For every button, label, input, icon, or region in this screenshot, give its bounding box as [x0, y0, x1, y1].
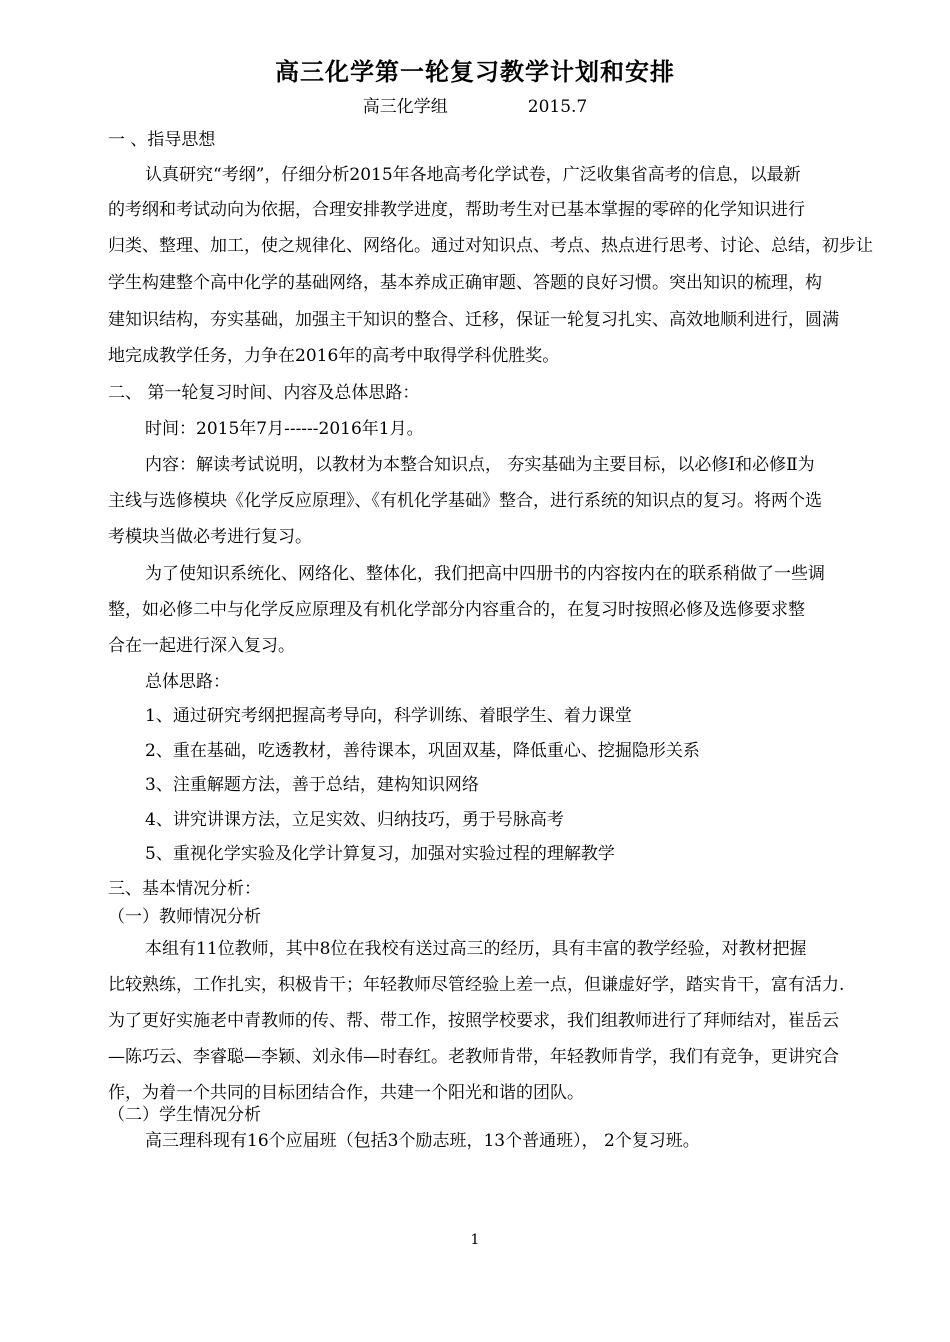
- overall-item: 3、注重解题方法，善于总结，建构知识网络: [145, 775, 479, 795]
- teacher-line: —陈巧云、李睿聪—李颖、刘永伟—时春红。老教师肯带，年轻教师肯学，我们有竞争，更讲究合: [108, 1047, 839, 1067]
- content-line: 内容：解读考试说明，以教材为本整合知识点， 夯实基础为主要目标，以必修Ⅰ和必修Ⅱ为: [145, 455, 815, 475]
- content-line: 主线与选修模块《化学反应原理》、《有机化学基础》整合，进行系统的知识点的复习。将两个选: [108, 491, 822, 511]
- subtitle-group: 高三化学组: [362, 97, 448, 117]
- teacher-line: 本组有11位教师，其中8位在我校有送过高三的经历，具有丰富的教学经验，对教材把握: [145, 939, 807, 959]
- teacher-analysis-heading: （一）教师情况分析: [108, 907, 261, 927]
- subtitle-date: 2015.7: [527, 97, 588, 117]
- paragraph-line: 为了使知识系统化、网络化、整体化，我们把高中四册书的内容按内在的联系稍做了一些调: [145, 564, 825, 584]
- overall-item: 5、重视化学实验及化学计算复习，加强对实验过程的理解教学: [145, 844, 615, 864]
- teacher-line: 比较熟练，工作扎实，积极肯干；年轻教师尽管经验上差一点，但谦虚好学，踏实肯干，富有活力.: [108, 975, 845, 995]
- section3-heading: 三、基本情况分析：: [108, 879, 261, 899]
- section2-heading: 二、 第一轮复习时间、内容及总体思路：: [108, 383, 420, 403]
- paragraph-line: 归类、整理、加工，使之规律化、网络化。通过对知识点、考点、热点进行思考、讨论、总结，初步让: [108, 236, 873, 256]
- page-number: 1: [470, 1232, 480, 1248]
- student-analysis-heading: （二）学生情况分析: [108, 1105, 261, 1125]
- section1-heading: 一 、指导思想: [108, 130, 216, 150]
- paragraph-line: 建知识结构，夯实基础，加强主干知识的整合、迁移，保证一轮复习扎实、高效地顺利进行，圆满: [108, 310, 839, 330]
- overall-item: 1、通过研究考纲把握高考导向，科学训练、着眼学生、着力课堂: [145, 706, 632, 726]
- overall-item: 4、讲究讲课方法，立足实效、归纳技巧，勇于号脉高考: [145, 810, 564, 830]
- paragraph-line: 学生构建整个高中化学的基础网络，基本养成正确审题、答题的良好习惯。突出知识的梳理，构: [108, 273, 822, 293]
- paragraph-line: 合在一起进行深入复习。: [108, 636, 295, 656]
- student-line: 高三理科现有16个应届班（包括3个励志班，13个普通班）， 2个复习班。: [145, 1131, 700, 1151]
- overall-heading: 总体思路：: [145, 672, 230, 692]
- teacher-line: 为了更好实施老中青教师的传、帮、带工作，按照学校要求，我们组教师进行了拜师结对，崔岳云: [108, 1011, 839, 1031]
- document-subtitle: [0, 92, 950, 117]
- paragraph-line: 认真研究“考纲”，仔细分析2015年各地高考化学试卷，广泛收集省高考的信息，以最新: [145, 165, 801, 185]
- paragraph-line: 整，如必修二中与化学反应原理及有机化学部分内容重合的，在复习时按照必修及选修要求整: [108, 600, 805, 620]
- document-title: 高三化学第一轮复习教学计划和安排: [275, 57, 675, 86]
- paragraph-line: 地完成教学任务，力争在2016年的高考中取得学科优胜奖。: [108, 346, 560, 366]
- content-line: 考模块当做必考进行复习。: [108, 527, 312, 547]
- teacher-line: 作，为着一个共同的目标团结合作，共建一个阳光和谐的团队。: [108, 1083, 584, 1103]
- paragraph-line: 的考纲和考试动向为依据，合理安排教学进度，帮助考生对已基本掌握的零碎的化学知识进行: [108, 200, 805, 220]
- overall-item: 2、重在基础，吃透教材，善待课本，巩固双基，降低重心、挖掘隐形关系: [145, 741, 700, 761]
- time-line: 时间：2015年7月------2016年1月。: [145, 419, 424, 439]
